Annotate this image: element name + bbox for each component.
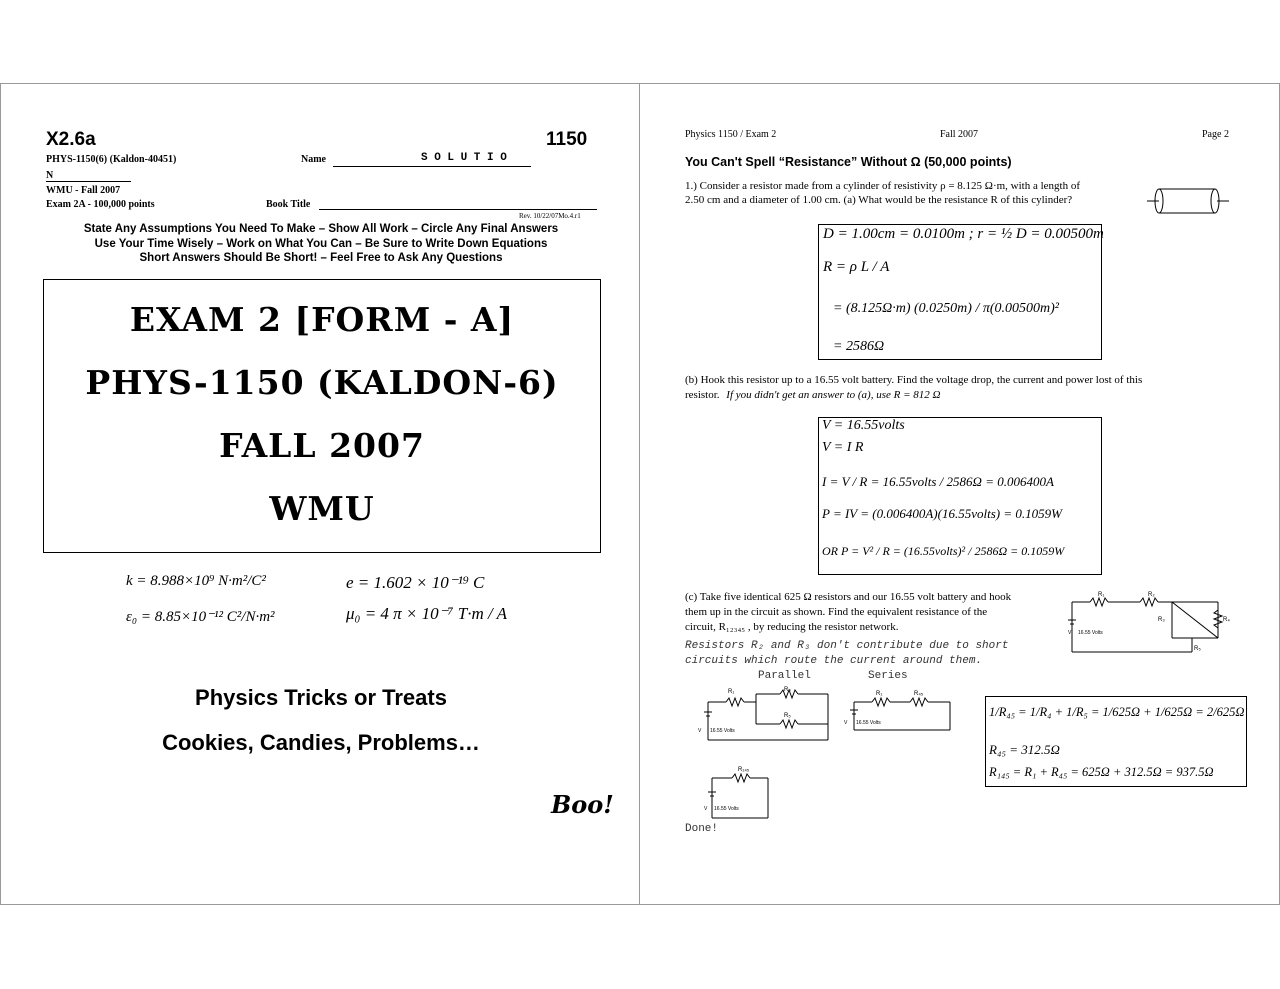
box-b-line-1: V = 16.55volts [822,418,905,433]
name-field [333,151,531,167]
instruction-2: Use Your Time Wisely – Work on What You Can – Be Sure to Write Down Equations [94,237,548,250]
name-label: Name [301,154,326,165]
box-b-line-5: OR P = V² / R = (16.55volts)² / 2586Ω = 0.1059W [822,544,1065,558]
circuit-series [842,688,954,746]
box-c-line-3: R₁₄₅ = R₁ + R₄₅ = 625Ω + 312.5Ω = 937.5Ω [989,765,1214,779]
header-center: Fall 2007 [940,129,979,140]
main-circuit-r5-label: R₅ [1194,646,1201,652]
series-r1-label: R₁ [876,691,883,697]
constant-e: e = 1.602 × 10⁻¹⁹ C [346,573,485,592]
title-school: WMU [269,489,375,528]
qb-line-2-italic: If you didn't get an answer to (a), use R = 812 Ω [726,389,941,401]
instructions [1,222,641,266]
name-value: S O L U T I O [421,152,507,164]
q1-line-1: 1.) Consider a resistor made from a cylinder of resistivity ρ = 8.125 Ω·m, with a length of [685,180,1081,192]
book-title-field [319,209,597,210]
parallel-label: Parallel [758,670,811,682]
parallel-v-label: V [698,728,702,734]
main-circuit-r1-label: R₁ [1098,592,1105,598]
equivalent-v-label: V [704,806,708,812]
solution-box-b [818,417,1102,575]
box-b-line-4: P = IV = (0.006400A)(16.55volts) = 0.1059W [822,506,1062,521]
equivalent-r145-label: R₁₄₅ [738,767,750,773]
book-title-label: Book Title [266,199,311,210]
tricks-heading: Physics Tricks or Treats [195,685,447,710]
parallel-r5-label: R₅ [784,713,791,719]
title-course: PHYS-1150 (KALDON-6) [85,363,559,402]
solution-page [639,83,1280,905]
parallel-battery-label: 16.55 Volts [710,728,735,734]
qc-line-3: circuit, R₁₂₃₄₅ , by reducing the resistor network. [685,621,899,633]
constant-mu: μ₀ = 4 π × 10⁻⁷ T·m / A [346,604,508,623]
title-box [43,279,601,553]
done-text: Done! [685,823,719,835]
circuit-equivalent [702,764,774,824]
series-v-label: V [844,720,848,726]
instruction-1: State Any Assumptions You Need To Make – Show All Work – Circle Any Final Answers [83,223,559,235]
reasoning-text [685,639,1008,668]
main-circuit-r2-label: R₂ [1148,592,1155,598]
box-a-line-2: R = ρ L / A [823,259,890,275]
series-label: Series [868,670,908,682]
constant-k: k = 8.988×10⁹ N·m²/C² [126,573,266,589]
main-circuit-v-label: V [1068,630,1072,636]
box-a-line-4: = 2586Ω [833,339,885,354]
qb-line-1: (b) Hook this resistor up to a 16.55 volt battery. Find the voltage drop, the current and power lost of this [685,374,1143,386]
box-a-line-1: D = 1.00cm = 0.0100m ; r = ½ D = 0.00500m [823,226,1104,242]
instruction-3: Short Answers Should Be Short! – Feel Free to Ask Any Questions [139,252,503,264]
title-term: FALL 2007 [219,426,425,465]
boo-text: Boo! [551,790,614,819]
qc-line-1: (c) Take five identical 625 Ω resistors and our 16.55 volt battery and hook [685,591,1012,603]
name-overflow: N [46,170,131,182]
main-circuit-battery-label: 16.55 Volts [1078,630,1103,636]
course-number: 1150 [546,129,588,150]
course-line: PHYS-1150(6) (Kaldon-40451) [46,154,177,165]
circuit-five-resistors [1068,588,1233,660]
series-battery-label: 16.55 Volts [856,720,881,726]
q1-line-2: 2.50 cm and a diameter of 1.00 cm. (a) What would be the resistance R of this cylinder? [685,194,1073,206]
box-b-line-2: V = I R [822,440,864,455]
qb-line-2 [685,389,940,401]
reasoning-line-2: circuits which route the current around them. [685,654,983,667]
box-a-line-3: = (8.125Ω·m) (0.0250m) / π(0.00500m)² [833,301,1059,316]
series-r45-label: R₄₅ [914,691,924,697]
revision-stamp: Rev. 10/22/07Mo.4.r1 [519,212,581,220]
title-exam: EXAM 2 [FORM - A] [129,300,515,339]
qb-line-2-plain: resistor. [685,389,720,401]
box-b-line-3: I = V / R = 16.55volts / 2586Ω = 0.006400A [822,474,1054,489]
circuit-parallel [688,684,833,746]
exam-line: Exam 2A - 100,000 points [46,199,155,210]
box-c-line-2: R₄₅ = 312.5Ω [989,742,1060,757]
section-title: You Can't Spell “Resistance” Without Ω (50,000 points) [685,155,1012,169]
solution-box-a [818,224,1102,360]
parallel-r1-label: R₁ [728,689,735,695]
header-right: Page 2 [1202,129,1229,140]
cookies-heading: Cookies, Candies, Problems… [162,730,480,755]
solution-box-c [985,696,1247,787]
exam-id: X2.6a [46,129,96,150]
term-line: WMU - Fall 2007 [46,185,121,196]
cover-page [0,83,640,905]
box-c-line-1: 1/R₄₅ = 1/R₄ + 1/R₅ = 1/625Ω + 1/625Ω = 2/625Ω [989,705,1245,719]
cylinder-resistor-icon [1147,184,1229,218]
equivalent-battery-label: 16.55 Volts [714,806,739,812]
qc-line-2: them up in the circuit as shown. Find the equivalent resistance of the [685,606,988,618]
parallel-r4-label: R₄ [784,687,791,693]
constant-epsilon: ε₀ = 8.85×10⁻¹² C²/N·m² [126,609,275,625]
header-left: Physics 1150 / Exam 2 [685,129,777,140]
qc-text [685,590,1011,635]
main-circuit-r3-label: R₃ [1158,617,1165,623]
main-circuit-r4-label: R₄ [1223,617,1230,623]
reasoning-line-1: Resistors R₂ and R₃ don't contribute due to short [685,640,1009,652]
